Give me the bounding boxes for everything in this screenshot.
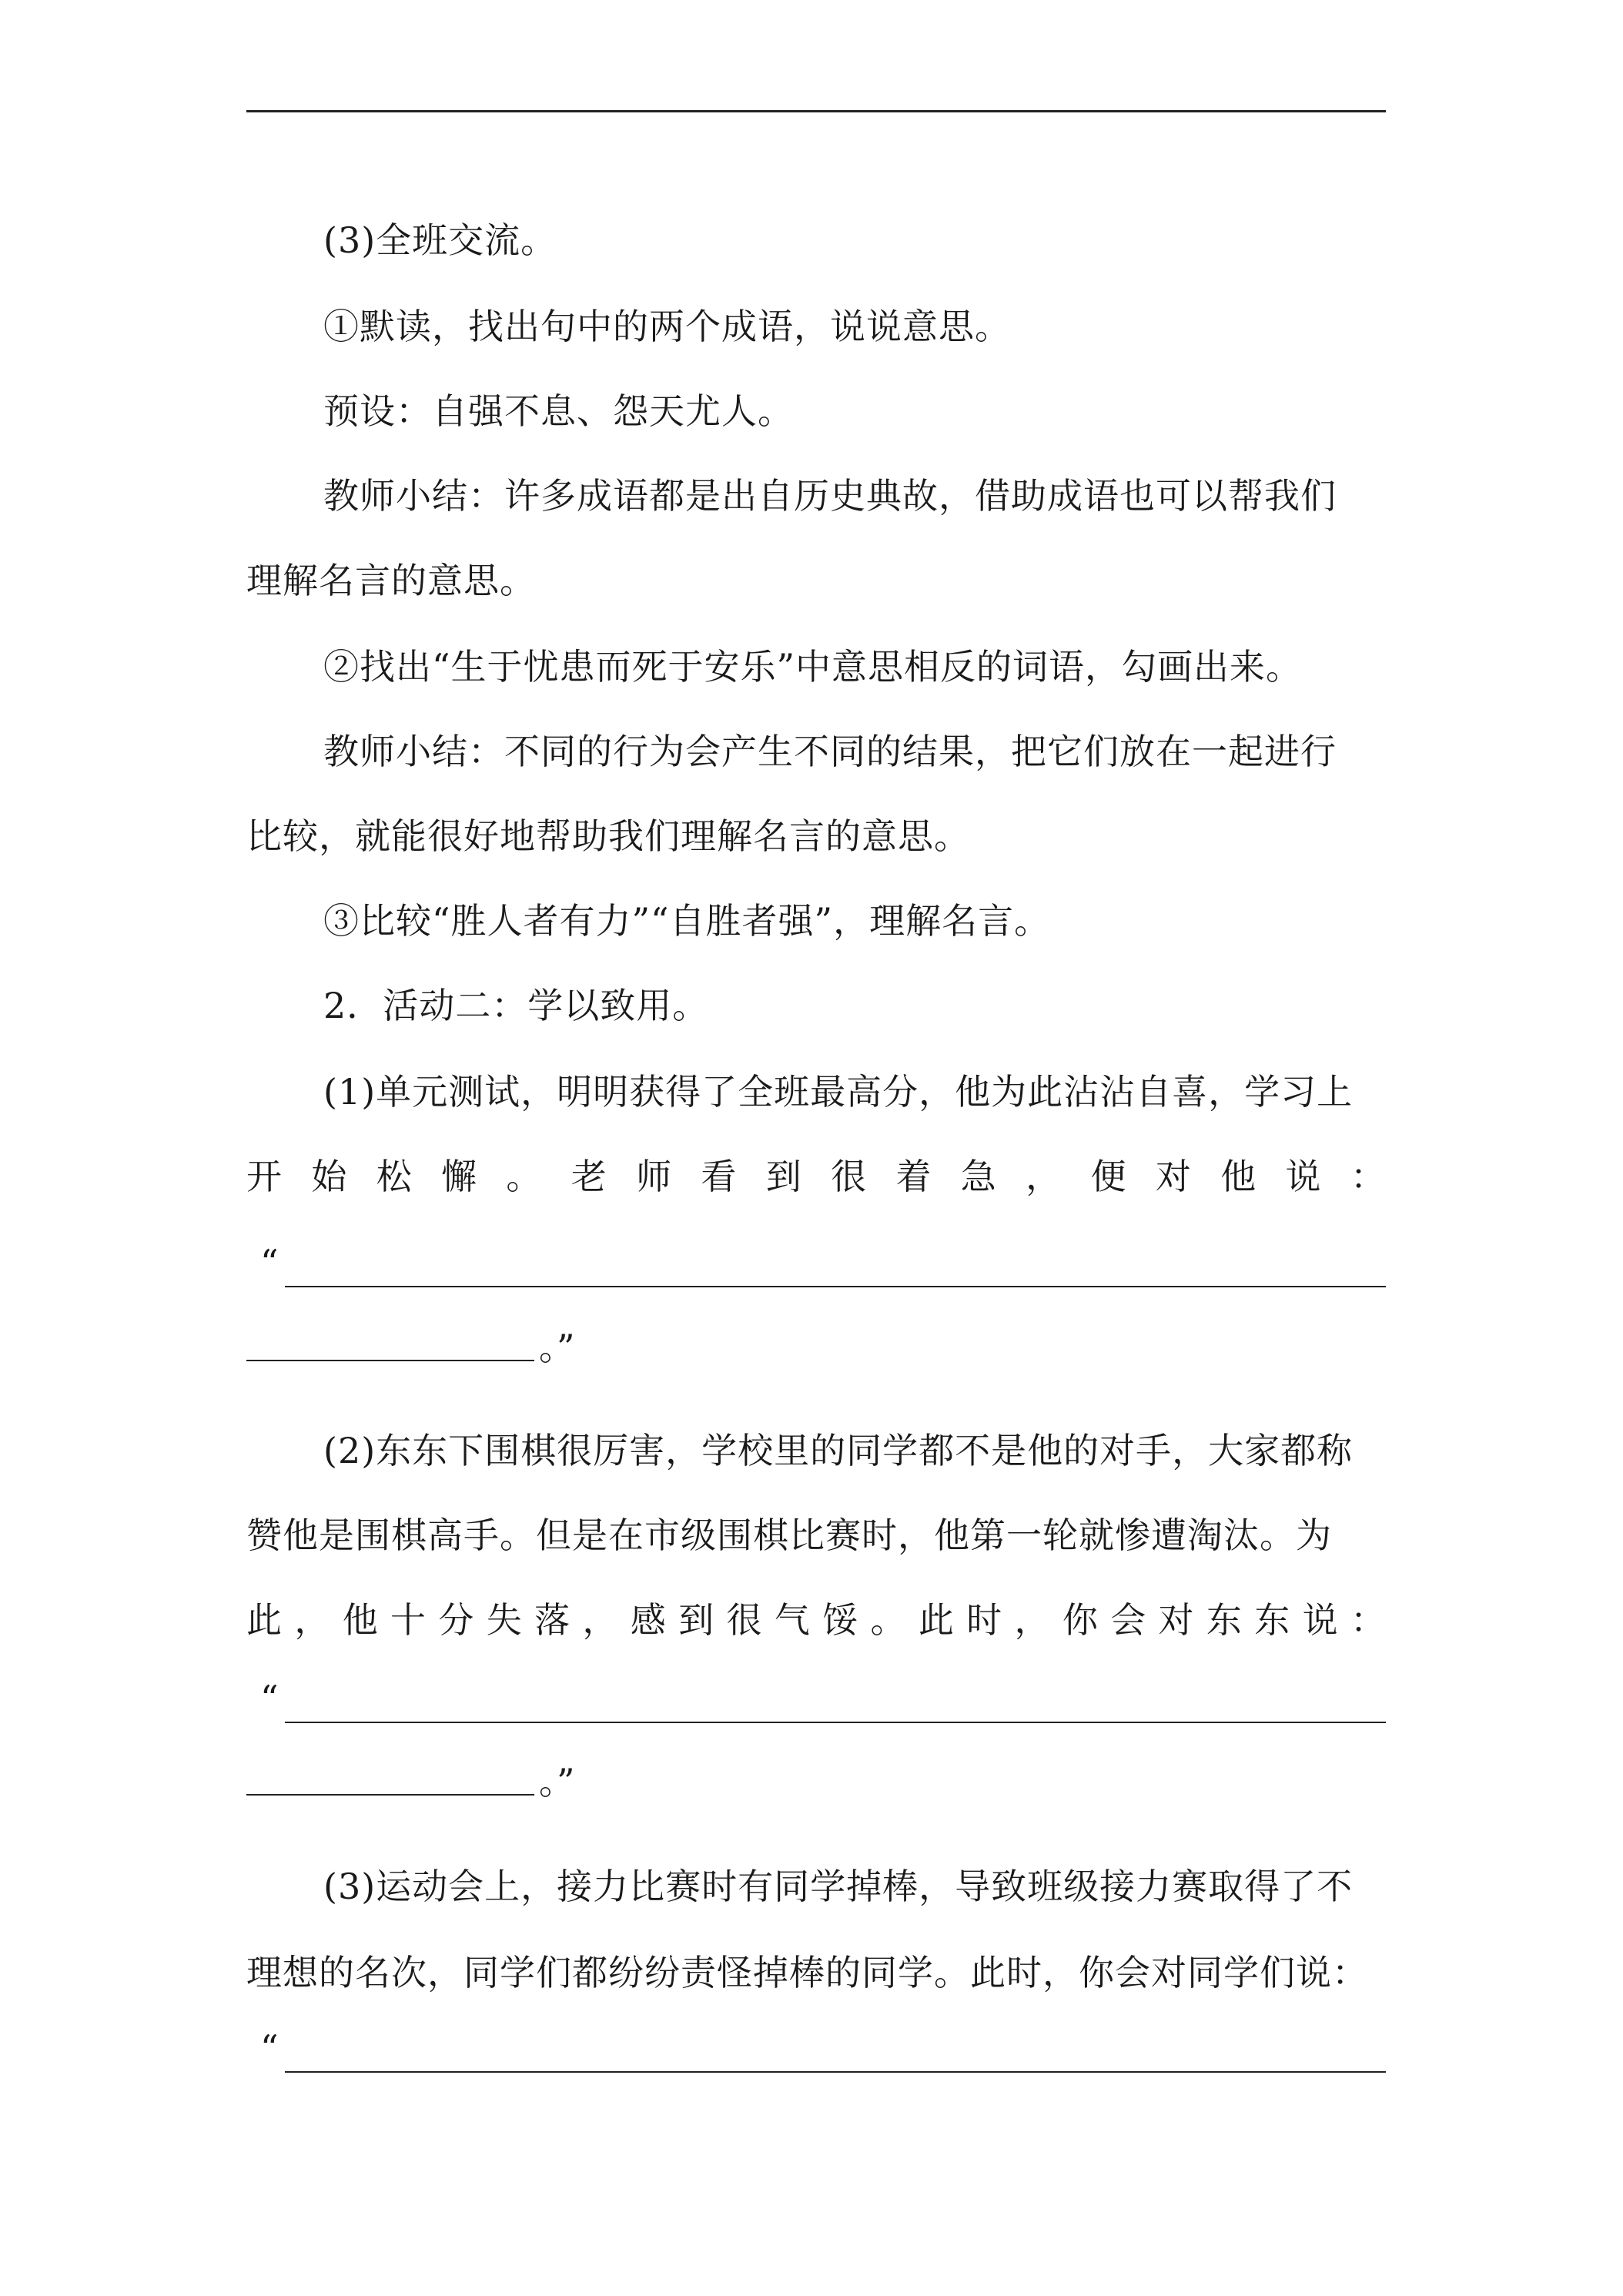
open-quote: “ [260,1678,279,1719]
justified-char: 开 [246,1156,282,1197]
justified-char: 。 [506,1156,542,1197]
justified-char: 便 [1090,1156,1126,1197]
close-quote: 。” [539,1327,575,1368]
paragraph-line: ②找出“生于忧患而死于安乐”中意思相反的词语，勾画出来。 [323,646,1303,688]
header-rule [246,110,1386,112]
paragraph-line: ①默读，找出句中的两个成语，说说意思。 [323,306,1011,347]
justified-char: 会 [1110,1599,1146,1641]
answer-blank [285,1286,1386,1287]
justified-char: 说 [1285,1156,1321,1197]
paragraph-line: 教师小结：不同的行为会产生不同的结果，把它们放在一起进行 [323,731,1337,772]
answer-line-end [246,1760,862,1803]
justified-char: 十 [390,1599,427,1641]
paragraph-line: (3)运动会上，接力比赛时有同学掉棒，导致班级接力赛取得了不 [323,1866,1354,1907]
activity-heading: 2．活动二：学以致用。 [323,985,709,1026]
justified-char: 东 [1254,1599,1290,1641]
close-quote: 。” [539,1761,575,1802]
answer-line [260,2027,1386,2080]
justified-char: 失 [486,1599,522,1641]
justified-char: 对 [1155,1156,1191,1197]
justified-char: 着 [895,1156,932,1197]
answer-blank [246,1360,534,1361]
answer-line [260,1678,1386,1731]
justified-char: 时 [966,1599,1002,1641]
paragraph-line: 比较，就能很好地帮助我们理解名言的意思。 [246,815,970,857]
justified-char: 落 [534,1599,571,1641]
justified-char: ， [294,1599,330,1641]
justified-char: 到 [765,1156,801,1197]
justified-char: 他 [342,1599,378,1641]
answer-line-end [246,1326,862,1369]
justified-char: 很 [726,1599,762,1641]
justified-char: 急 [960,1156,996,1197]
justified-char: ： [1350,1156,1386,1197]
justified-char: 看 [701,1156,737,1197]
justified-char: ， [1026,1156,1062,1197]
justified-char: 馁 [822,1599,858,1641]
justified-char: 气 [774,1599,810,1641]
justified-char: 他 [1220,1156,1257,1197]
open-quote: “ [260,2027,279,2069]
paragraph-line: 预设：自强不息、怨天尤人。 [323,390,794,432]
justified-char: 此 [918,1599,954,1641]
paragraph-line: 理解名言的意思。 [246,560,536,601]
justified-char: 此 [246,1599,282,1641]
justified-char: 分 [438,1599,474,1641]
justified-char: ， [582,1599,618,1641]
justified-char: 对 [1158,1599,1194,1641]
paragraph-line: ③比较“胜人者有力”“自胜者强”，理解名言。 [323,900,1051,942]
answer-blank [285,2071,1386,2073]
justified-char: 始 [311,1156,347,1197]
justified-char: 很 [831,1156,867,1197]
paragraph-line: (1)单元测试，明明获得了全班最高分，他为此沾沾自喜，学习上 [323,1071,1354,1113]
paragraph-line: 教师小结：许多成语都是出自历史典故，借助成语也可以帮我们 [323,475,1337,517]
justified-char: 松 [376,1156,412,1197]
justified-char: ： [1350,1599,1386,1641]
paragraph-line: 理想的名次，同学们都纷纷责怪掉棒的同学。此时，你会对同学们说： [246,1952,1368,1993]
paragraph-line: (3)全班交流。 [323,219,557,261]
paragraph-line: (2)东东下围棋很厉害，学校里的同学都不是他的对手，大家都称 [323,1430,1354,1471]
justified-char: 你 [1062,1599,1098,1641]
answer-blank [285,1722,1386,1723]
justified-char: 说 [1302,1599,1338,1641]
justified-line [246,1598,1386,1642]
justified-char: ， [1014,1599,1050,1641]
justified-char: 感 [630,1599,666,1641]
answer-blank [246,1794,534,1796]
answer-line [260,1242,1386,1295]
justified-char: 懈 [441,1156,477,1197]
justified-char: 师 [636,1156,672,1197]
paragraph-line: 赞他是围棋高手。但是在市级围棋比赛时，他第一轮就惨遭淘汰。为 [246,1514,1332,1556]
open-quote: “ [260,1242,279,1284]
justified-char: 老 [571,1156,607,1197]
justified-char: 东 [1206,1599,1242,1641]
justified-line [246,1155,1386,1198]
justified-char: 。 [870,1599,906,1641]
justified-char: 到 [678,1599,714,1641]
